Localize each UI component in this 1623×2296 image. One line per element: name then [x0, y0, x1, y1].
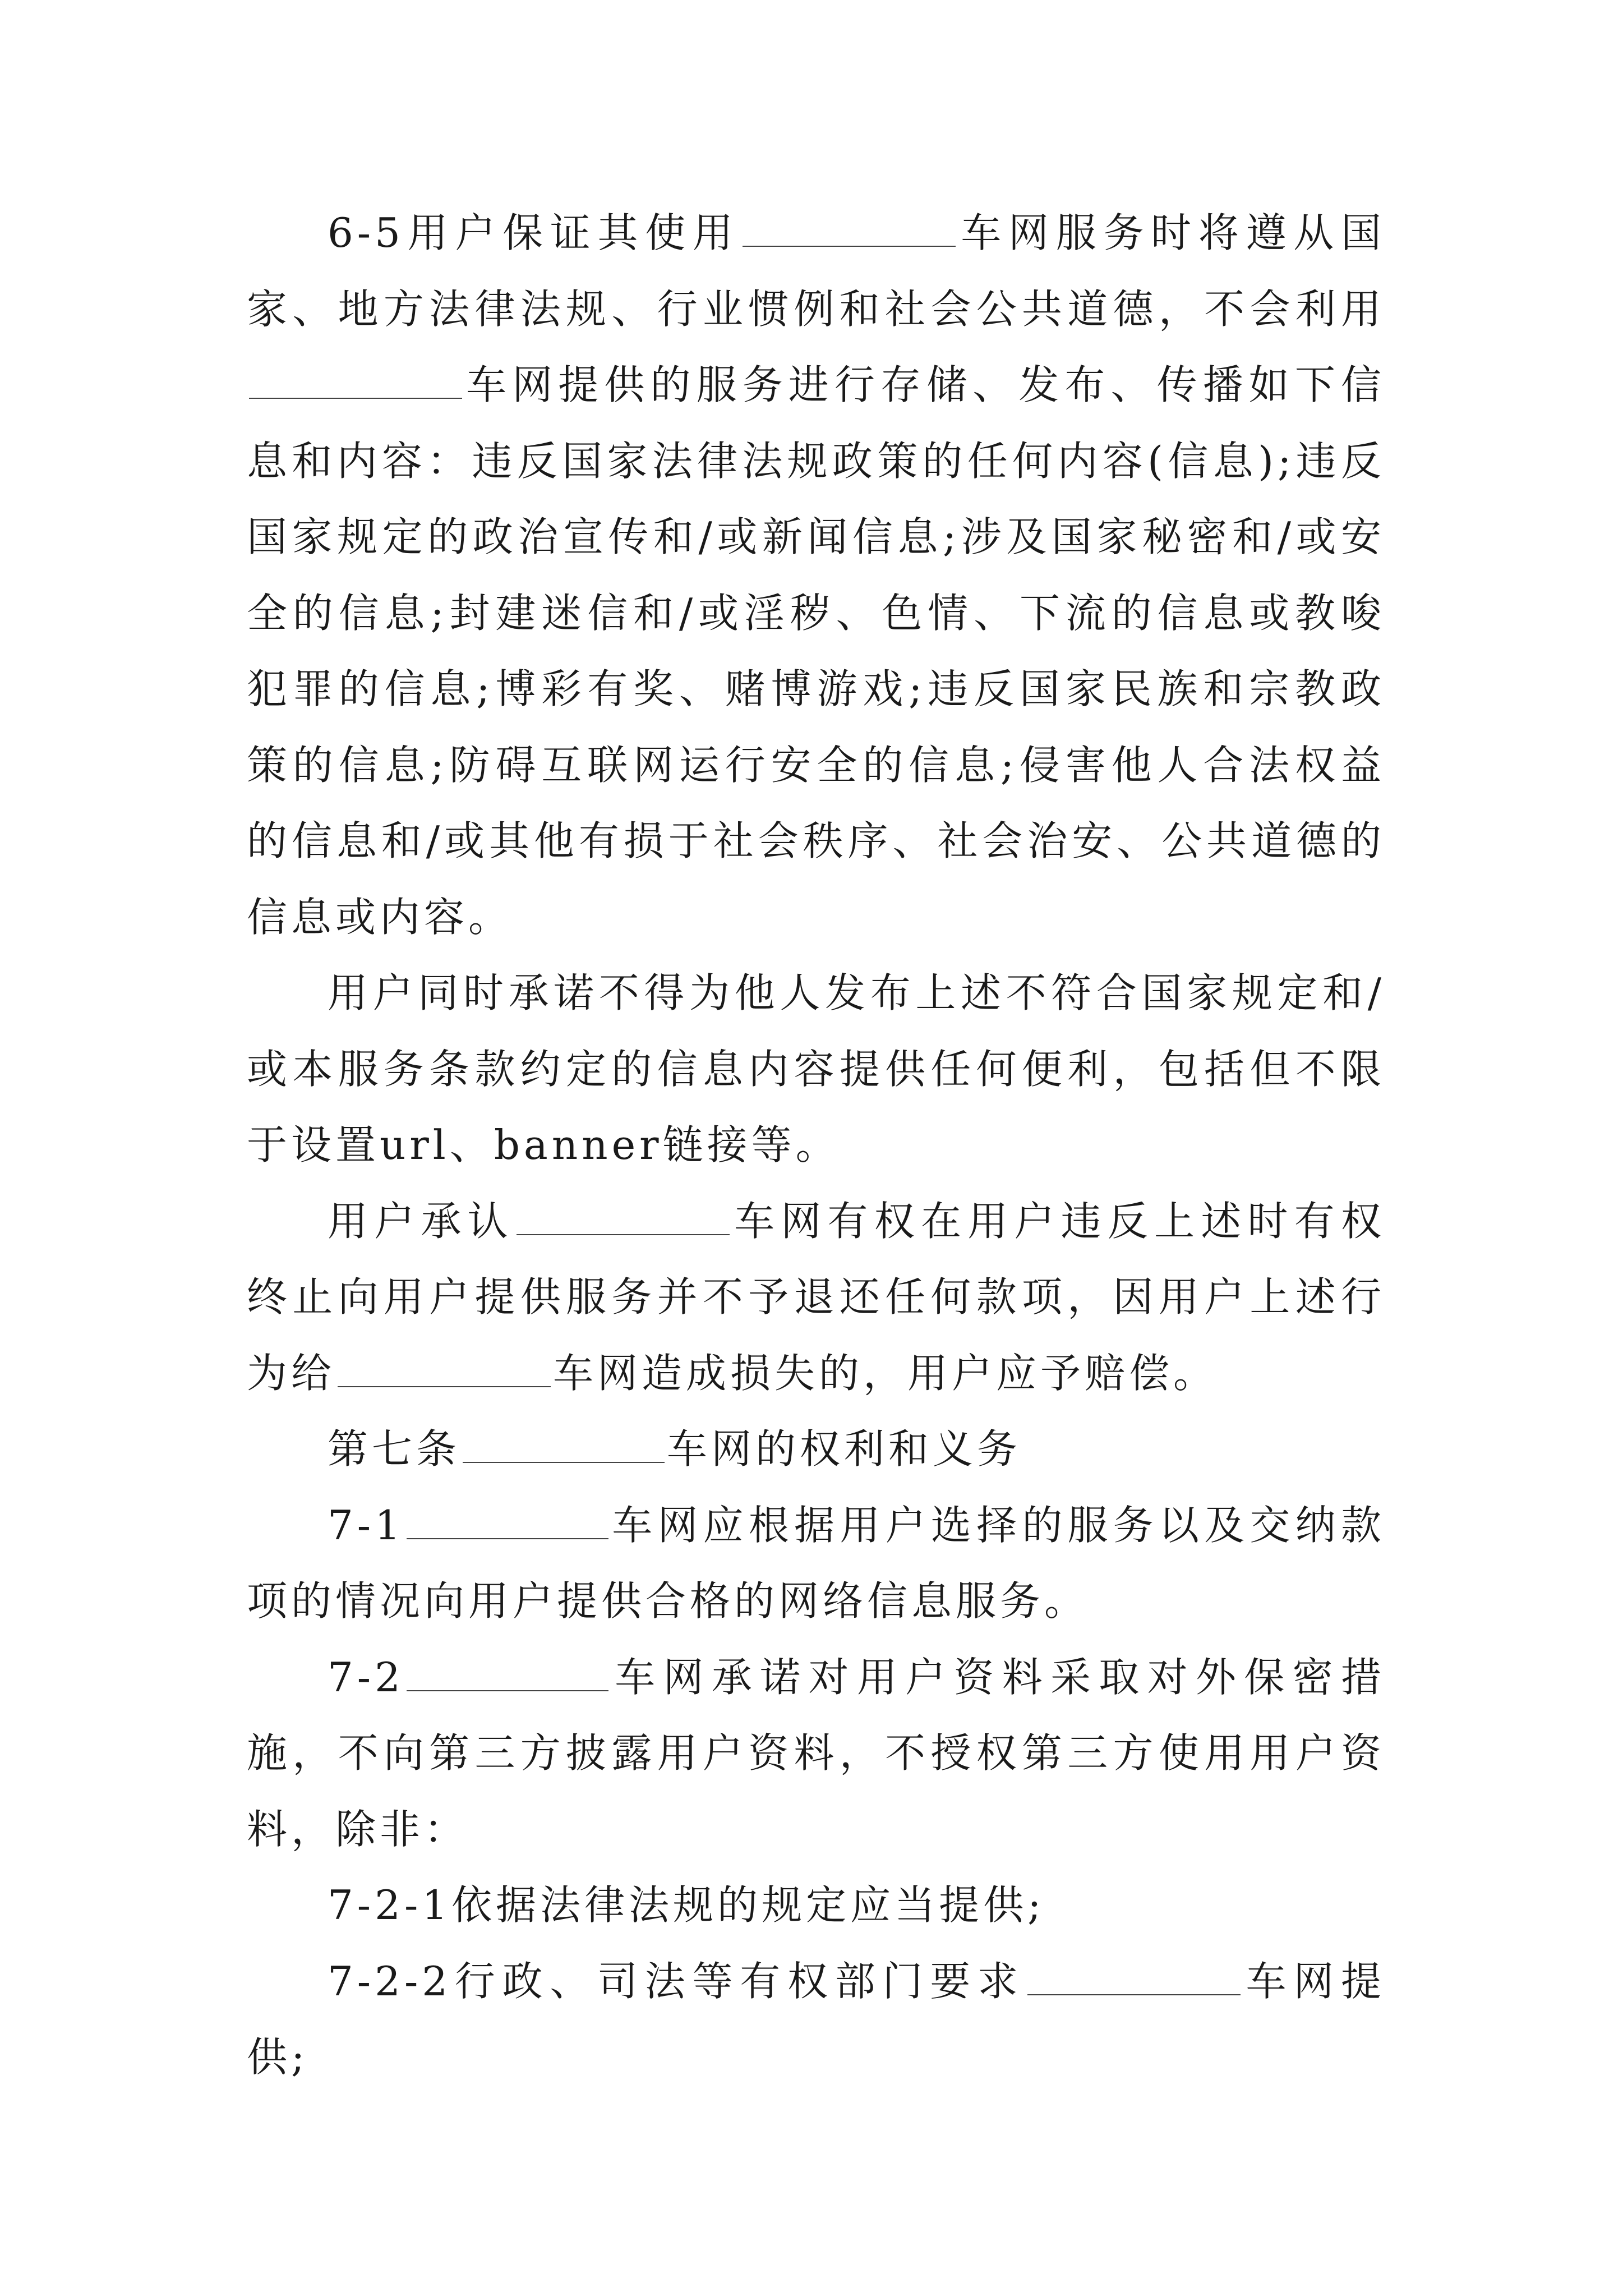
paragraph-user-acknowledgement [247, 1184, 1385, 1412]
text-segment: 第七条 [328, 1425, 461, 1473]
text-segment: 7-2-1依据法律法规的规定应当提供; [328, 1881, 1045, 1929]
text-segment: 车网有权在用户违反上述时有权终止向用户提供服务并不予退还任何款项，因用户上述行为给 [247, 1197, 1385, 1397]
fill-in-blank [249, 397, 462, 399]
text-segment: 用户同时承诺不得为他人发布上述不符合国家规定和/或本服务条款约定的信息内容提供任何便利，包括但不限于设置url、banner链接等。 [247, 969, 1385, 1168]
paragraph-7-1 [247, 1488, 1385, 1640]
paragraph-user-commitment [247, 955, 1385, 1184]
fill-in-blank [407, 1538, 608, 1539]
text-segment: 6-5用户保证其使用 [328, 209, 740, 256]
text-segment: 7-2-2行政、司法等有权部门要求 [328, 1957, 1025, 2005]
paragraph-6-5 [247, 195, 1385, 955]
text-segment: 7-2 [328, 1653, 404, 1701]
paragraph-7-2 [247, 1640, 1385, 1868]
paragraph-7-2-2 [247, 1944, 1385, 2096]
paragraph-7-2-1 [247, 1867, 1385, 1944]
fill-in-blank [338, 1386, 551, 1387]
article-7-heading [247, 1411, 1385, 1488]
text-segment: 用户承认 [328, 1197, 514, 1245]
text-segment: 车网的权利和义务 [667, 1425, 1022, 1473]
fill-in-blank [517, 1234, 730, 1235]
text-segment: 车网造成损失的，用户应予赔偿。 [553, 1349, 1218, 1397]
fill-in-blank [1027, 1994, 1241, 1995]
document-body [247, 195, 1385, 2096]
text-segment: 7-1 [328, 1501, 404, 1549]
text-segment: 车网提供; [247, 1957, 1385, 2081]
text-segment: 车网应根据用户选择的服务以及交纳款项的情况向用户提供合格的网络信息服务。 [247, 1501, 1385, 1625]
fill-in-blank [407, 1690, 608, 1691]
text-segment: 车网承诺对用户资料采取对外保密措施，不向第三方披露用户资料，不授权第三方使用用户资料，除非： [247, 1653, 1385, 1853]
fill-in-blank [743, 245, 956, 247]
text-segment: 车网提供的服务进行存储、发布、传播如下信息和内容：违反国家法律法规政策的任何内容(信息);违反国家规定的政治宣传和/或新闻信息;涉及国家秘密和/或安全的信息;封建迷信和/或淫秽、色情、下流的信息或教唆犯罪的信息;博彩有奖、赌博游戏;违反国家民族和宗教政策的信息;防碍互联网运行安全的信息;侵害他人合法权益的信息和/或其他有损于社会秩序、社会治安、公共道德的信息或内容。 [247, 361, 1385, 941]
fill-in-blank [463, 1461, 665, 1463]
text-segment: 车网服务时将遵从国家、地方法律法规、行业惯例和社会公共道德，不会利用 [247, 209, 1385, 333]
